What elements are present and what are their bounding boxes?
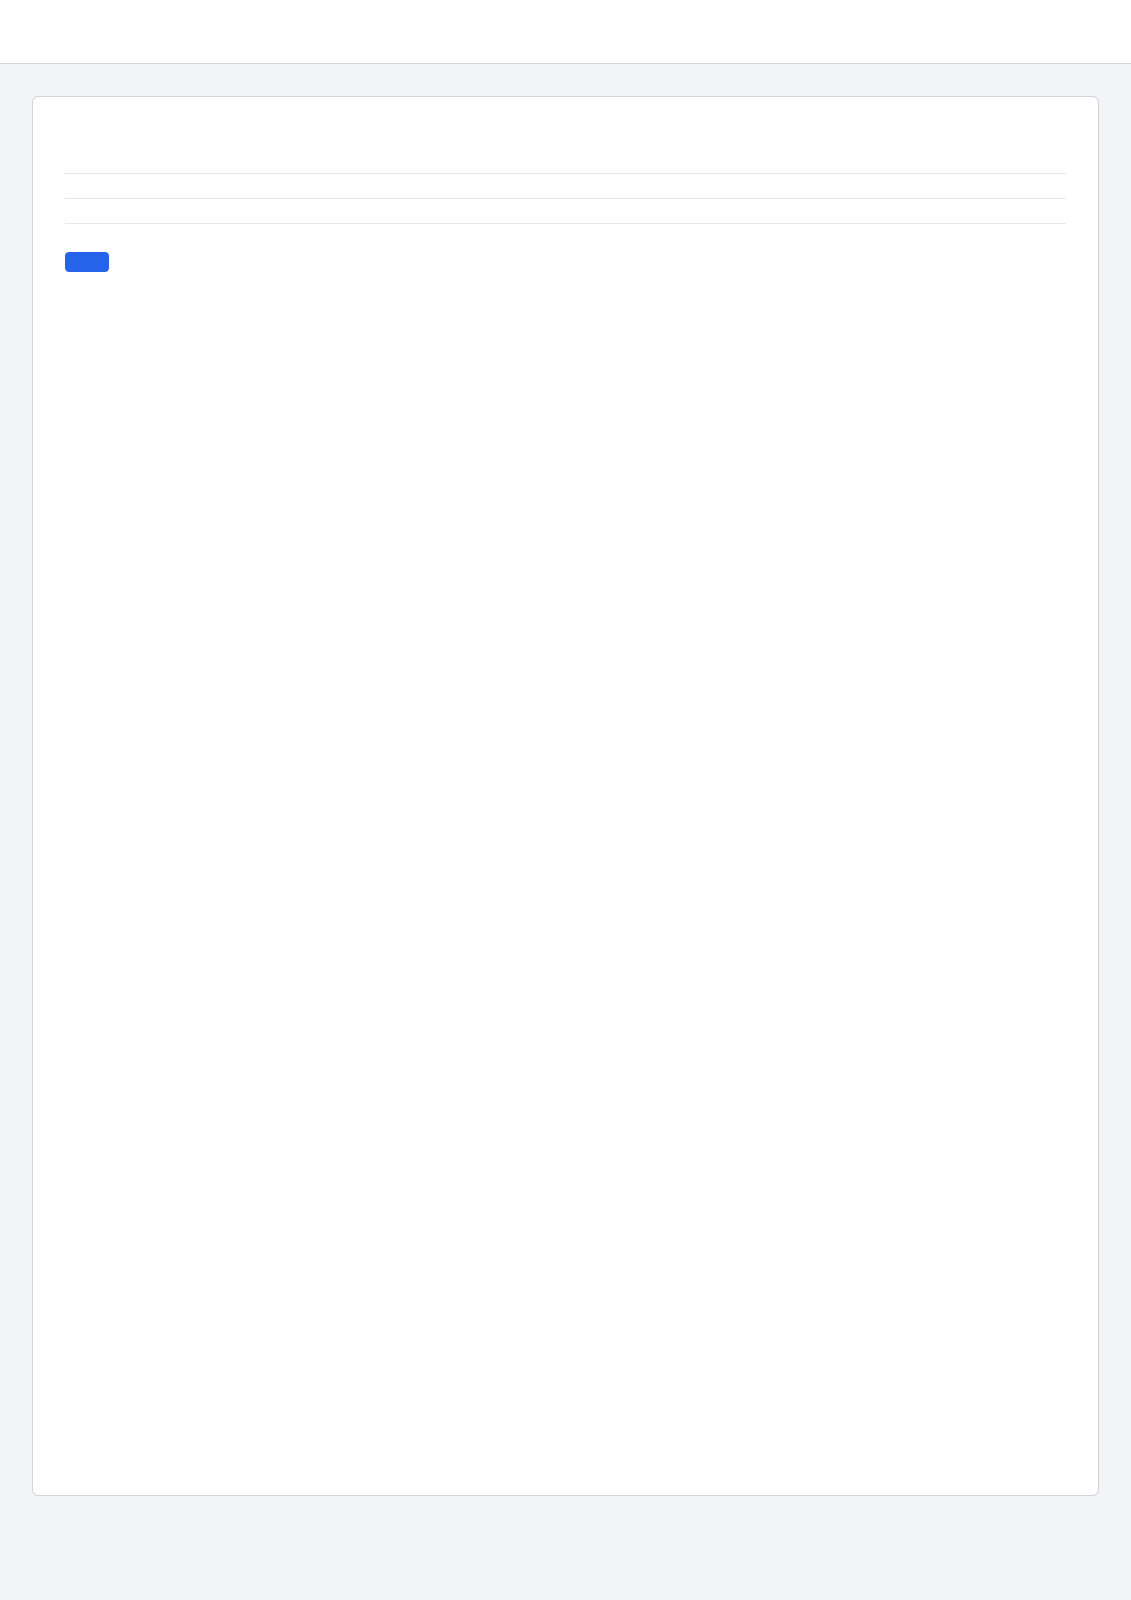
text-row	[65, 149, 1066, 174]
text-row	[65, 199, 1066, 224]
primary-button[interactable]	[65, 252, 109, 272]
text-row	[65, 174, 1066, 199]
main-area	[0, 64, 1131, 1528]
content-panel	[32, 96, 1099, 1496]
app-header	[0, 0, 1131, 64]
